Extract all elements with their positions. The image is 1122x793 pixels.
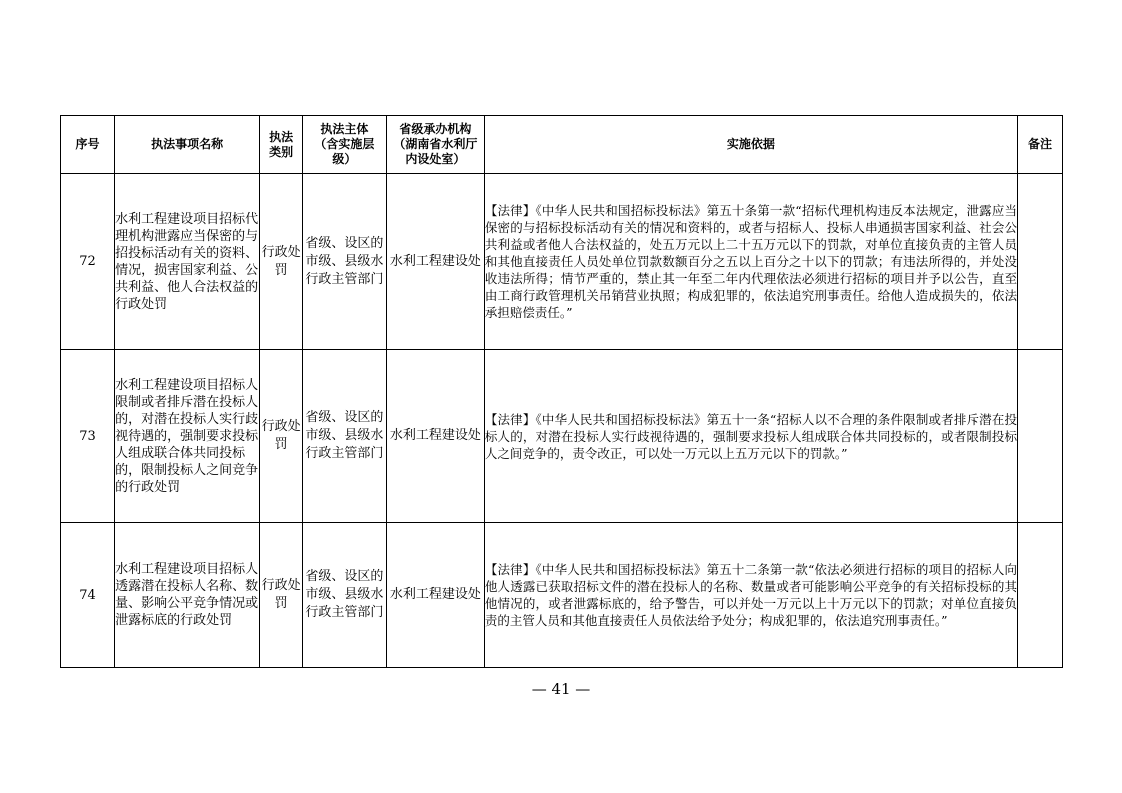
row-item-name: 水利工程建设项目招标人限制或者排斥潜在投标人的，对潜在投标人实行歧视待遇的，强制要求投标人组成联合体共同投标的，限制投标人之间竞争的行政处罚 <box>115 350 260 523</box>
row-enforcement-type: 行政处罚 <box>260 350 303 523</box>
header-org: 省级承办机构（湖南省水利厅内设处室） <box>386 116 484 174</box>
row-item-name: 水利工程建设项目招标代理机构泄露应当保密的与招投标活动有关的资料、情况，损害国家利益、公共利益、他人合法权益的行政处罚 <box>115 174 260 350</box>
header-seq: 序号 <box>61 116 115 174</box>
row-remark <box>1018 350 1063 523</box>
page-number: — 41 — <box>531 680 591 698</box>
header-entity: 执法主体（含实施层级） <box>303 116 387 174</box>
row-legal-basis: 【法律】《中华人民共和国招标投标法》第五十条第一款“招标代理机构违反本法规定，泄露应当保密的与招标投标活动有关的情况和资料的，或者与招标人、投标人串通损害国家利益、社会公共利益或者他人合法权益的，处五万元以上二十五万元以下的罚款，对单位直接负责的主管人员和其他直接责任人员处单位罚款数额百分之五以上百分之十以下的罚款；有违法所得的，并处没收违法所得；情节严重的，禁止其一年至二年内代理依法必须进行招标的项目并予以公告，直至由工商行政管理机关吊销营业执照；构成犯罪的，依法追究刑事责任。给他人造成损失的，依法承担赔偿责任。” <box>484 174 1017 350</box>
header-basis: 实施依据 <box>484 116 1017 174</box>
row-item-name: 水利工程建设项目招标人透露潜在投标人名称、数量、影响公平竞争情况或泄露标底的行政处罚 <box>115 523 260 668</box>
row-provincial-org: 水利工程建设处 <box>386 174 484 350</box>
row-provincial-org: 水利工程建设处 <box>386 350 484 523</box>
row-seq: 72 <box>61 174 115 350</box>
table-row <box>61 350 1063 523</box>
row-enforcement-type: 行政处罚 <box>260 523 303 668</box>
header-remark: 备注 <box>1018 116 1063 174</box>
header-type: 执法类别 <box>260 116 303 174</box>
row-enforcement-entity: 省级、设区的市级、县级水行政主管部门 <box>303 350 387 523</box>
row-remark <box>1018 174 1063 350</box>
row-enforcement-entity: 省级、设区的市级、县级水行政主管部门 <box>303 523 387 668</box>
row-remark <box>1018 523 1063 668</box>
row-provincial-org: 水利工程建设处 <box>386 523 484 668</box>
row-seq: 74 <box>61 523 115 668</box>
row-enforcement-type: 行政处罚 <box>260 174 303 350</box>
table-row <box>61 523 1063 668</box>
row-legal-basis: 【法律】《中华人民共和国招标投标法》第五十一条“招标人以不合理的条件限制或者排斥潜在投标人的，对潜在投标人实行歧视待遇的，强制要求投标人组成联合体共同投标的，或者限制投标人之间竞争的，责令改正，可以处一万元以上五万元以下的罚款。” <box>484 350 1017 523</box>
table-row <box>61 174 1063 350</box>
row-enforcement-entity: 省级、设区的市级、县级水行政主管部门 <box>303 174 387 350</box>
enforcement-table <box>60 115 1063 668</box>
header-name: 执法事项名称 <box>115 116 260 174</box>
header-row <box>61 116 1063 174</box>
row-seq: 73 <box>61 350 115 523</box>
row-legal-basis: 【法律】《中华人民共和国招标投标法》第五十二条第一款“依法必须进行招标的项目的招标人向他人透露已获取招标文件的潜在投标人的名称、数量或者可能影响公平竞争的有关招标投标的其他情况的，或者泄露标底的，给予警告，可以并处一万元以上十万元以下的罚款；对单位直接负责的主管人员和其他直接责任人员依法给予处分；构成犯罪的，依法追究刑事责任。” <box>484 523 1017 668</box>
